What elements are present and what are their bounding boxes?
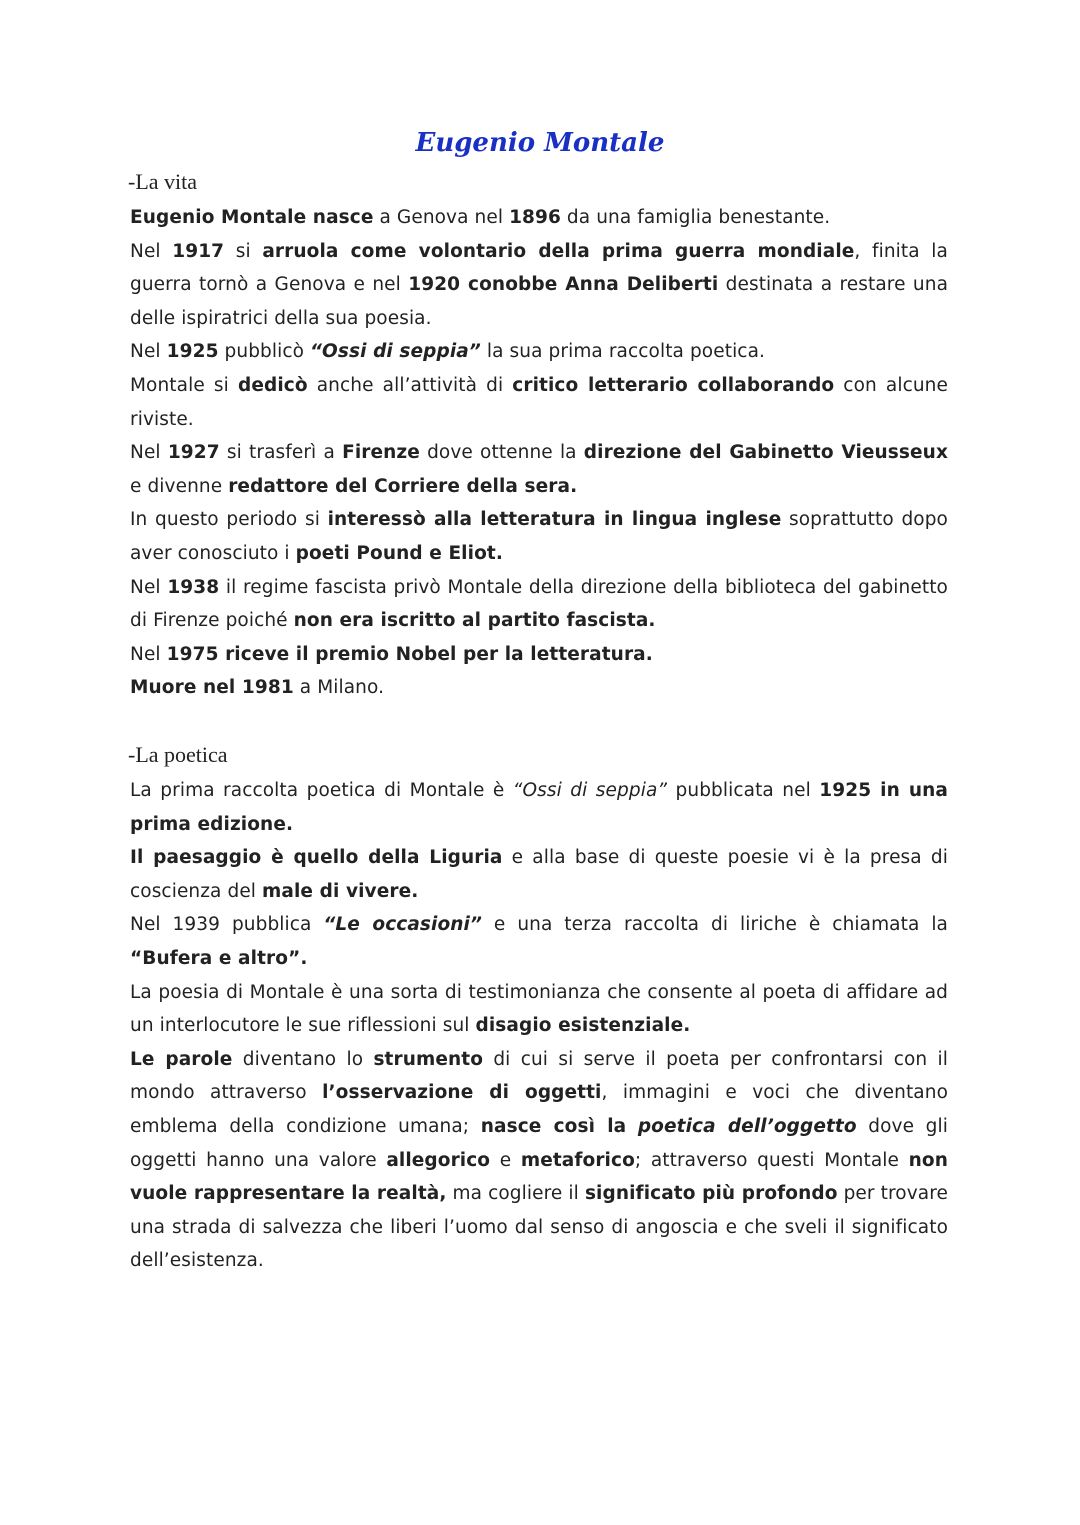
bold-italic-text: “Ossi di seppia”	[310, 341, 481, 363]
text-run: ; attraverso questi Montale	[634, 1149, 909, 1171]
bold-text: 1925	[166, 341, 219, 363]
bold-text: non vuole rappresentare la realtà,	[130, 1149, 948, 1205]
text-run: Nel	[130, 442, 168, 464]
text-run: Nel 1939 pubblica	[130, 914, 324, 936]
paragraph	[130, 571, 948, 638]
text-run: si trasferì a	[219, 442, 343, 464]
bold-text: l’osservazione di oggetti	[322, 1082, 602, 1104]
section-body	[130, 774, 948, 1278]
bold-text: 1925 in una prima edizione.	[130, 780, 948, 835]
paragraph	[130, 976, 948, 1043]
section-heading: -La vita	[128, 169, 198, 194]
paragraph	[130, 201, 948, 235]
paragraph	[130, 908, 948, 975]
text-run: di cui si serve il poeta per confrontarsi con il mondo attraverso	[130, 1048, 948, 1104]
text-run: soprattutto dopo aver conosciuto i	[130, 509, 948, 564]
text-run: , immagini e voci che diventano emblema della condizione umana;	[130, 1082, 948, 1137]
text-run: e alla base di queste poesie vi è la presa di coscienza del	[130, 847, 948, 902]
bold-text: arruola come volontario della prima guerra mondiale	[262, 240, 855, 262]
text-run: e una terza raccolta di liriche è chiamata la	[482, 914, 948, 936]
bold-text: male di vivere.	[262, 880, 419, 902]
text-run	[626, 1116, 638, 1137]
bold-text: 1927	[167, 442, 220, 464]
text-run: con alcune riviste.	[130, 374, 948, 430]
paragraph	[130, 1043, 948, 1278]
text-run: In questo periodo si	[130, 509, 328, 531]
text-run: La prima raccolta poetica di Montale è	[130, 780, 513, 801]
paragraph	[130, 436, 948, 503]
bold-italic-text: poetica dell’oggetto	[637, 1115, 857, 1137]
text-run: pubblicò	[218, 341, 311, 363]
text-run: il regime fascista privò Montale della direzione della biblioteca del gabinetto di Firenze poiché	[130, 576, 948, 632]
paragraph	[130, 671, 948, 705]
bold-text: strumento	[373, 1048, 484, 1070]
bold-text: Muore nel 1981	[130, 677, 294, 699]
bold-text: Le parole	[130, 1048, 233, 1070]
text-run: La poesia di Montale è una sorta di testimonianza che consente al poeta di affidare ad un interlocutore le sue riflessioni sul	[130, 981, 948, 1037]
bold-text: disagio esistenziale.	[475, 1015, 691, 1037]
text-run: anche all’attività di	[307, 374, 513, 396]
bold-text: metaforico	[520, 1149, 635, 1171]
bold-text: Il paesaggio è quello della Liguria	[130, 847, 503, 869]
bold-text: allegorico	[386, 1149, 491, 1171]
text-run: e	[490, 1149, 521, 1171]
bold-text: 1917	[172, 240, 225, 262]
paragraph	[130, 841, 948, 908]
text-run: a Milano.	[293, 677, 385, 699]
bold-text: “Bufera e altro”.	[130, 947, 308, 969]
bold-text: 1920 conobbe Anna Deliberti	[408, 274, 719, 296]
text-run: per trovare una strada di salvezza che liberi l’uomo dal senso di angoscia e che sveli il significato dell’esistenza.	[130, 1183, 948, 1272]
text-run: si	[224, 240, 263, 262]
paragraph	[130, 774, 948, 841]
bold-text: redattore del Corriere della sera.	[228, 475, 578, 497]
bold-text: interessò alla letteratura in lingua inglese	[327, 509, 782, 531]
text-run: Montale si	[130, 374, 238, 396]
bold-text: significato più profondo	[584, 1183, 838, 1205]
text-run: dove gli oggetti hanno una valore	[130, 1115, 948, 1171]
paragraph	[130, 638, 948, 672]
bold-text: poeti Pound e Eliot.	[295, 542, 503, 564]
bold-text: 1938	[167, 576, 220, 598]
italic-text: “Ossi di seppia”	[512, 780, 668, 801]
section-heading: -La poetica	[128, 742, 228, 767]
paragraph	[130, 335, 948, 369]
text-run: Nel	[130, 576, 168, 598]
text-run: a Genova nel	[373, 207, 510, 228]
bold-text: 1975 riceve il premio Nobel per la letteratura.	[166, 643, 653, 665]
text-run: e divenne	[130, 475, 229, 497]
paragraph	[130, 369, 948, 436]
paragraph	[130, 503, 948, 570]
text-run: , finita la guerra tornò a Genova e nel	[130, 240, 948, 296]
bold-italic-text: “Le occasioni”	[323, 914, 483, 936]
paragraph	[130, 235, 948, 336]
bold-text: critico letterario collaborando	[512, 374, 835, 396]
section-la-vita	[130, 167, 948, 705]
text-run: Nel	[130, 341, 167, 363]
bold-text: 1896	[509, 207, 561, 228]
bold-text: direzione del Gabinetto Vieusseux	[583, 442, 948, 464]
text-run: destinata a restare una delle ispiratrici della sua poesia.	[130, 274, 948, 329]
bold-text: nasce così la	[480, 1115, 627, 1137]
text-run: diventano lo	[232, 1048, 374, 1070]
bold-text: Firenze	[342, 442, 420, 464]
text-run: da una famiglia benestante.	[560, 207, 831, 228]
section-la-poetica	[130, 740, 948, 1278]
text-run: Nel	[130, 240, 173, 262]
bold-text: Eugenio Montale nasce	[130, 207, 374, 228]
page-title: Eugenio Montale	[415, 128, 665, 158]
text-run: la sua prima raccolta poetica.	[480, 341, 765, 363]
text-run: ma cogliere il	[446, 1183, 585, 1205]
text-run: Nel	[130, 643, 167, 665]
text-run: dove ottenne la	[419, 442, 584, 464]
section-body	[130, 201, 948, 705]
bold-text: dedicò	[237, 374, 308, 396]
text-run: pubblicata nel	[667, 780, 820, 801]
bold-text: non era iscritto al partito fascista.	[293, 610, 656, 632]
